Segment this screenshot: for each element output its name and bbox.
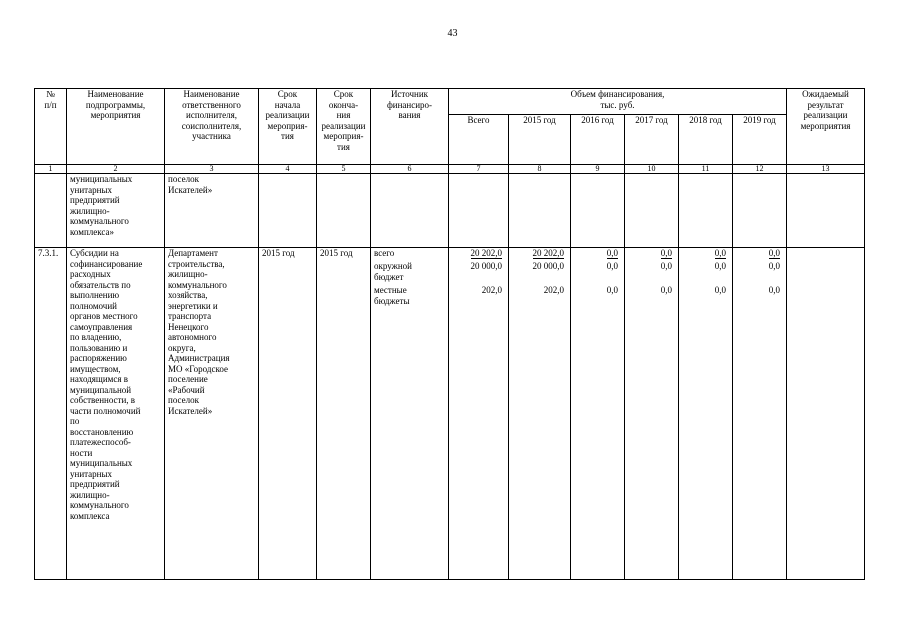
column-number: 13	[787, 165, 865, 174]
header-2019: 2019 год	[733, 115, 787, 165]
source-label: всего	[374, 248, 395, 258]
cell-end: 2015 год	[317, 248, 371, 580]
value: 202,0	[543, 285, 564, 295]
column-number: 2	[67, 165, 165, 174]
cell-empty	[371, 174, 449, 248]
header-source: Источник финансиро- вания	[371, 89, 449, 165]
cell-empty	[787, 174, 865, 248]
cell-start: 2015 год	[259, 248, 317, 580]
column-number: 3	[165, 165, 259, 174]
header-2018: 2018 год	[679, 115, 733, 165]
cell-empty	[733, 174, 787, 248]
table-row-continuation	[35, 174, 865, 248]
value: 20 202,0	[532, 248, 564, 258]
cell-empty	[571, 174, 625, 248]
cell-empty	[449, 174, 509, 248]
column-number: 8	[509, 165, 571, 174]
cell-responsible: Департамент строительства, жилищно- коммунального хозяйства, энергетики и транспорта Ненецкого автономного округа, Администрация МО «Городское поселение «Рабочий поселок Искателей»	[165, 248, 259, 580]
value: 20 000,0	[532, 261, 564, 271]
cell-2017	[625, 248, 679, 580]
value: 202,0	[481, 285, 502, 295]
value: 0,0	[660, 285, 672, 295]
table-row-7-3-1	[35, 248, 865, 580]
cell-name: Субсидии на софинансирование расходных обязательств по выполнению полномочий органов местного самоуправления по владению, пользованию и распоряжению имуществом, находящимся в муниципальной собственности, в части полномочий по восстановлению платежеспособ- ности муниципальных унитарных предприятий жилищно- коммунального комплекса	[67, 248, 165, 580]
column-number: 1	[35, 165, 67, 174]
column-number: 9	[571, 165, 625, 174]
financing-table	[34, 88, 865, 580]
value: 0,0	[660, 248, 672, 258]
value: 0,0	[768, 285, 780, 295]
cell-empty	[625, 174, 679, 248]
cell-empty	[259, 174, 317, 248]
column-number: 6	[371, 165, 449, 174]
column-number: 5	[317, 165, 371, 174]
value: 20 202,0	[470, 248, 502, 258]
header-num: № п/п	[35, 89, 67, 165]
value: 20 000,0	[470, 261, 502, 271]
cell-total	[449, 248, 509, 580]
cell-2018	[679, 248, 733, 580]
column-number: 7	[449, 165, 509, 174]
header-financing: Объем финансирования, тыс. руб.	[449, 89, 787, 115]
header-result: Ожидаемый результат реализации мероприятия	[787, 89, 865, 165]
value: 0,0	[768, 248, 780, 258]
column-number: 10	[625, 165, 679, 174]
source-label: местные бюджеты	[374, 285, 410, 306]
cell-2015	[509, 248, 571, 580]
header-responsible: Наименование ответственного исполнителя, соисполнителя, участника	[165, 89, 259, 165]
cell-empty	[679, 174, 733, 248]
header-total: Всего	[449, 115, 509, 165]
value: 0,0	[714, 261, 726, 271]
value: 0,0	[606, 261, 618, 271]
page-number: 43	[447, 28, 458, 39]
column-number: 4	[259, 165, 317, 174]
value: 0,0	[660, 261, 672, 271]
cell-empty	[317, 174, 371, 248]
header-2016: 2016 год	[571, 115, 625, 165]
header-name: Наименование подпрограммы, мероприятия	[67, 89, 165, 165]
cell-responsible: поселок Искателей»	[165, 174, 259, 248]
cell-result	[787, 248, 865, 580]
value: 0,0	[606, 248, 618, 258]
cell-num	[35, 174, 67, 248]
cell-name: муниципальных унитарных предприятий жилищно- коммунального комплекса»	[67, 174, 165, 248]
cell-2019	[733, 248, 787, 580]
header-2017: 2017 год	[625, 115, 679, 165]
cell-empty	[509, 174, 571, 248]
column-number: 12	[733, 165, 787, 174]
source-label: окружной бюджет	[374, 261, 412, 282]
cell-2016	[571, 248, 625, 580]
cell-num: 7.3.1.	[35, 248, 67, 580]
value: 0,0	[606, 285, 618, 295]
value: 0,0	[768, 261, 780, 271]
header-end: Срок оконча- ния реализации мероприя- тия	[317, 89, 371, 165]
column-number: 11	[679, 165, 733, 174]
header-start: Срок начала реализации мероприя- тия	[259, 89, 317, 165]
cell-sources	[371, 248, 449, 580]
value: 0,0	[714, 285, 726, 295]
header-2015: 2015 год	[509, 115, 571, 165]
column-number-row	[35, 165, 865, 174]
value: 0,0	[714, 248, 726, 258]
